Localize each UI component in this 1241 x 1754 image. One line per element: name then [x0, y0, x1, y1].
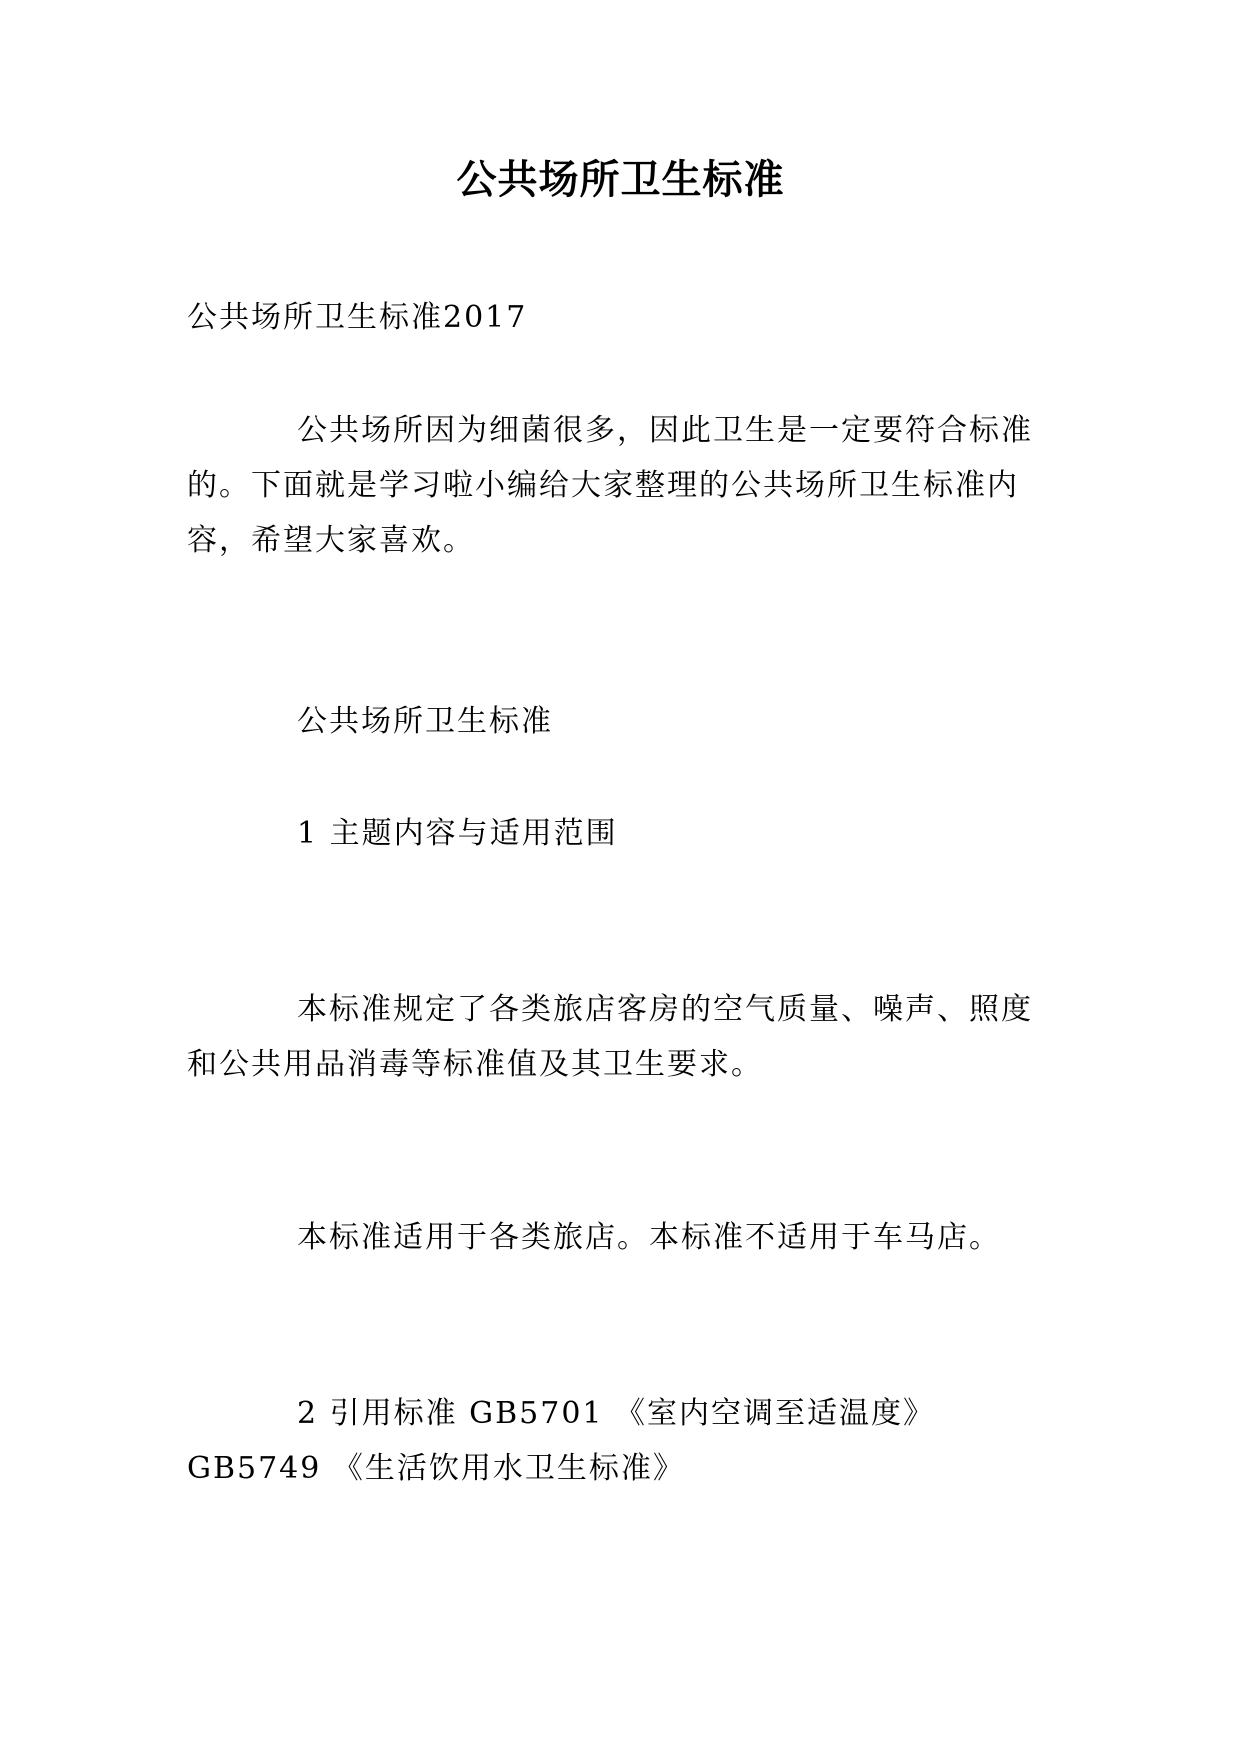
document-title: 公共场所卫生标准	[456, 157, 785, 203]
document-subtitle: 公共场所卫生标准2017	[187, 300, 528, 335]
section-1-heading: 1 主题内容与适用范围	[297, 816, 618, 851]
section-heading: 公共场所卫生标准	[297, 704, 553, 739]
applicability-paragraph: 本标准适用于各类旅店。本标准不适用于车马店。	[297, 1220, 1001, 1255]
scope-paragraph: 本标准规定了各类旅店客房的空气质量、噪声、照度和公共用品消毒等标准值及其卫生要求。	[187, 992, 1033, 1082]
references-paragraph: 2 引用标准 GB5701 《室内空调至适温度》 GB5749 《生活饮用水卫生标准》	[187, 1396, 936, 1486]
intro-paragraph: 公共场所因为细菌很多，因此卫生是一定要符合标准的。下面就是学习啦小编给大家整理的公共场所卫生标准内容，希望大家喜欢。	[187, 413, 1033, 558]
